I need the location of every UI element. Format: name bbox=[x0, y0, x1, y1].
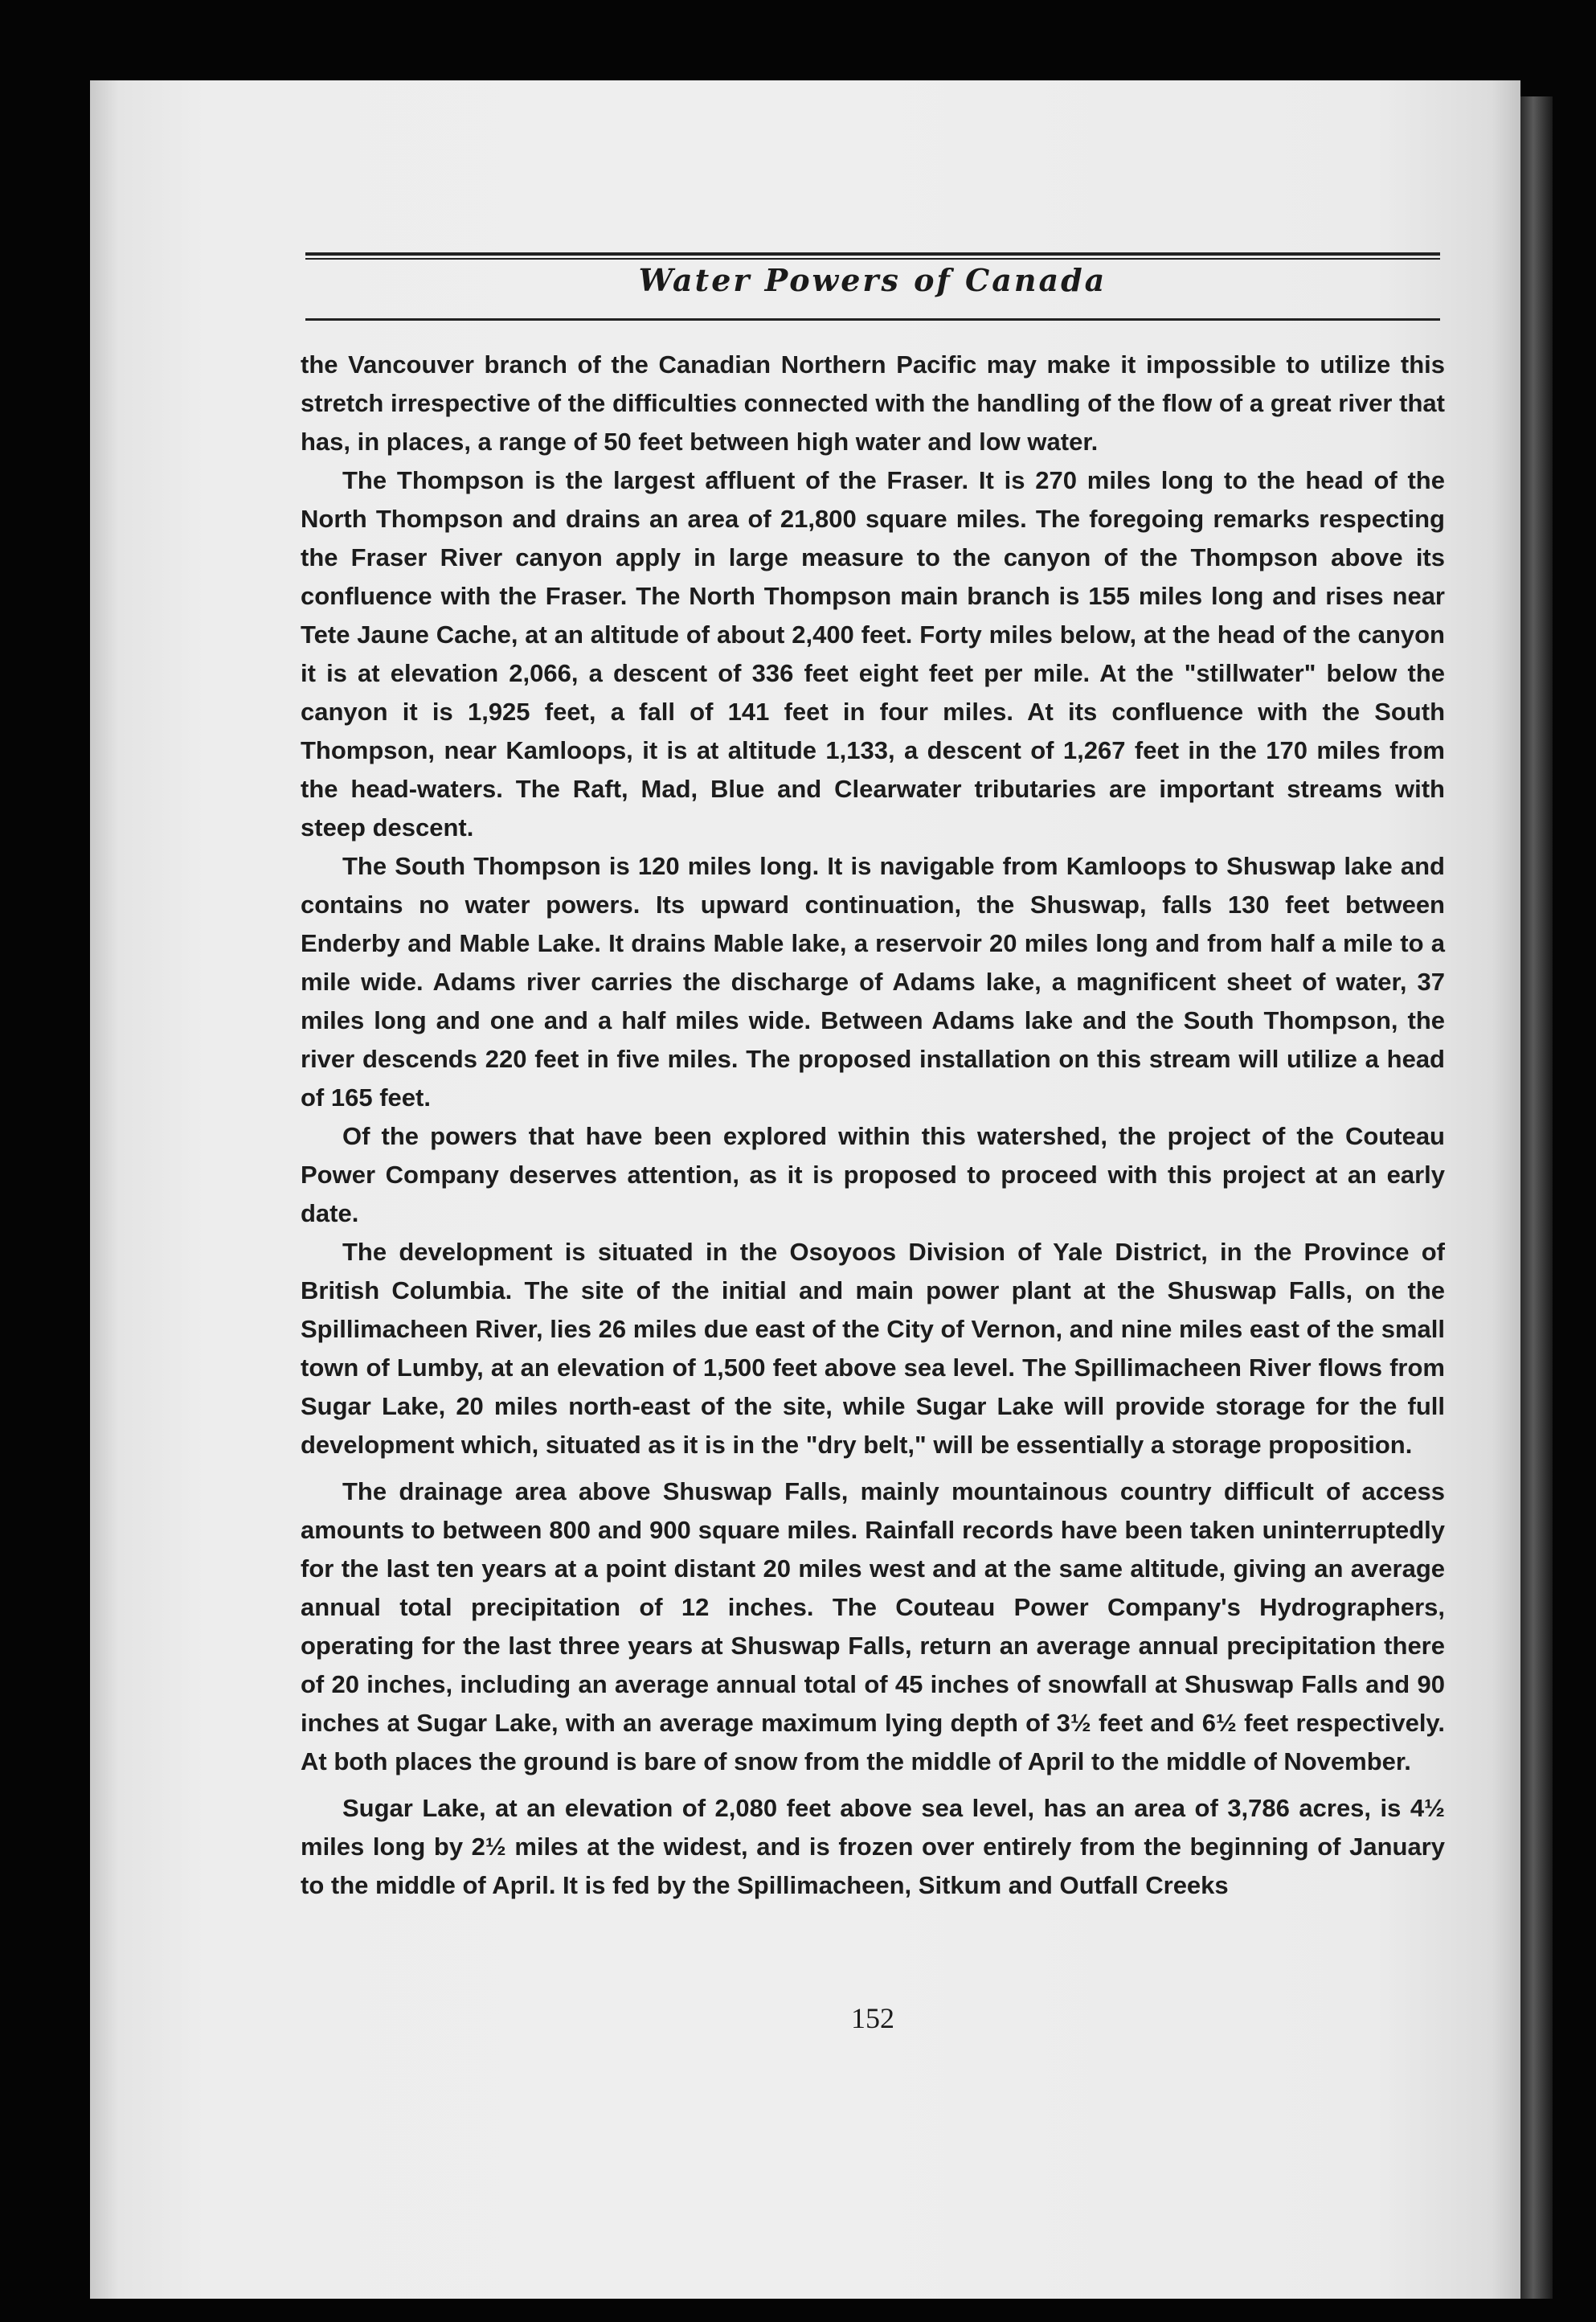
paragraph: The drainage area above Shuswap Falls, mainly mountainous country difficult of access amounts to between 800 and 900 square miles. Rainfall records have been taken uninterruptedly for the last ten years at a point distant 20 miles west and at the same altitude, giving an average annual total precipitation of 12 inches. The Couteau Power Company's Hydrographers, operating for the last three years at Shuswap Falls, return an average annual precipitation there of 20 inches, including an average annual total of 45 inches of snowfall at Shuswap Falls and 90 inches at Sugar Lake, with an average maximum lying depth of 3½ feet and 6½ feet respectively. At both places the ground is bare of snow from the middle of April to the middle of November. bbox=[301, 1477, 1445, 1775]
paragraph: Sugar Lake, at an elevation of 2,080 feet above sea level, has an area of 3,786 acres, is 4½ miles long by 2½ miles at the widest, and is frozen over entirely from the beginning of January to the middle of April. It is fed by the Spillimacheen, Sitkum and Outfall Creeks bbox=[301, 1794, 1445, 1899]
page-edge-shadow bbox=[1520, 96, 1553, 2299]
paragraph: Of the powers that have been explored within this watershed, the project of the Couteau Power Company deserves attention, as it is proposed to proceed with this project at an early date. bbox=[301, 1122, 1445, 1227]
header-rule-top bbox=[305, 252, 1440, 256]
body-text bbox=[301, 346, 1445, 1905]
page-number: 152 bbox=[851, 2002, 894, 2034]
paragraph: The development is situated in the Osoyoos Division of Yale District, in the Province of British Columbia. The site of the initial and main power plant at the Shuswap Falls, on the Spillimacheen River, lies 26 miles due east of the City of Vernon, and nine miles east of the small town of Lumby, at an elevation of 1,500 feet above sea level. The Spillimacheen River flows from Sugar Lake, 20 miles north-east of the site, while Sugar Lake will provide storage for the full development which, situated as it is in the "dry belt," will be essentially a storage proposition. bbox=[301, 1238, 1445, 1459]
header-rule-top-thin bbox=[305, 258, 1440, 260]
paragraph: The South Thompson is 120 miles long. It is navigable from Kamloops to Shuswap lake and contains no water powers. Its upward continuation, the Shuswap, falls 130 feet between Enderby and Mable Lake. It drains Mable lake, a reservoir 20 miles long and from half a mile to a mile wide. Adams river carries the discharge of Adams lake, a magnificent sheet of water, 37 miles long and one and a half miles wide. Between Adams lake and the South Thompson, the river descends 220 feet in five miles. The proposed installation on this stream will utilize a head of 165 feet. bbox=[301, 852, 1445, 1112]
header-rule-bottom bbox=[305, 318, 1440, 321]
paragraph: The Thompson is the largest affluent of the Fraser. It is 270 miles long to the head of the North Thompson and drains an area of 21,800 square miles. The foregoing remarks respecting the Fraser River canyon apply in large measure to the canyon of the Thompson above its confluence with the Fraser. The North Thompson main branch is 155 miles long and rises near Tete Jaune Cache, at an altitude of about 2,400 feet. Forty miles below, at the head of the canyon it is at elevation 2,066, a descent of 336 feet eight feet per mile. At the "stillwater" below the canyon it is 1,925 feet, a fall of 141 feet in four miles. At its confluence with the South Thompson, near Kamloops, it is at altitude 1,133, a descent of 1,267 feet in the 170 miles from the head-waters. The Raft, Mad, Blue and Clearwater tributaries are important streams with steep descent. bbox=[301, 466, 1445, 842]
paragraph: the Vancouver branch of the Canadian Northern Pacific may make it impossible to utilize this stretch irrespective of the difficulties connected with the handling of the flow of a great river that has, in places, a range of 50 feet between high water and low water. bbox=[301, 350, 1445, 456]
running-header: Water Powers of Canada bbox=[638, 262, 1107, 298]
